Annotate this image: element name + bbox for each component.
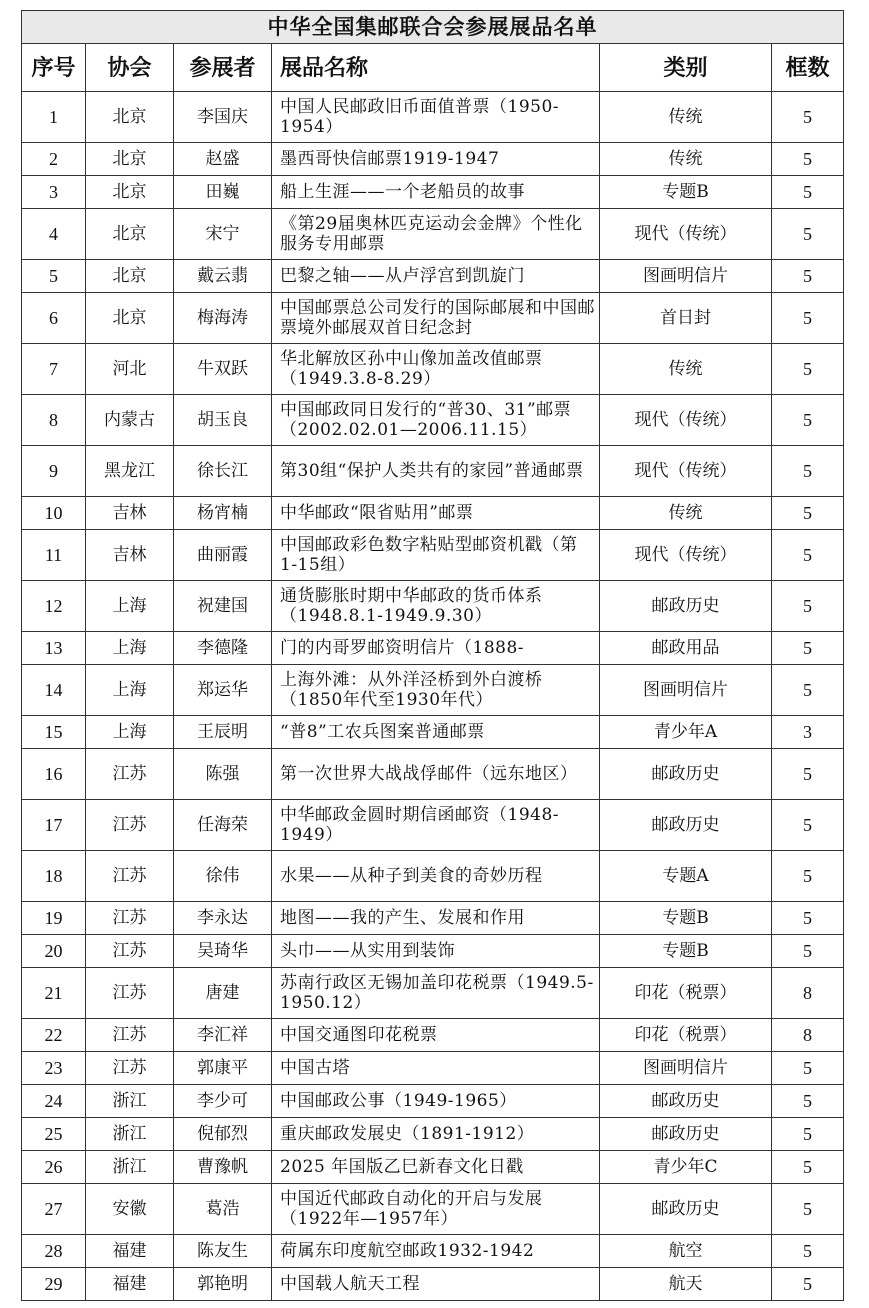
exhibit-table (21, 10, 844, 1301)
cell-category: 航空 (600, 1235, 772, 1268)
table-row (22, 716, 844, 749)
cell-category: 图画明信片 (600, 665, 772, 716)
cell-association: 江苏 (86, 1019, 174, 1052)
cell-frames: 5 (772, 1184, 844, 1235)
cell-exhibit-name: 中华邮政“限省贴用”邮票 (272, 497, 600, 530)
cell-exhibitor: 陈友生 (174, 1235, 272, 1268)
cell-frames: 5 (772, 143, 844, 176)
cell-exhibit-name: 《第29届奥林匹克运动会金牌》个性化服务专用邮票 (272, 209, 600, 260)
cell-exhibit-name: 荷属东印度航空邮政1932-1942 (272, 1235, 600, 1268)
header-frames: 框数 (772, 44, 844, 92)
cell-frames: 5 (772, 1085, 844, 1118)
cell-association: 北京 (86, 143, 174, 176)
cell-exhibit-name: 中国交通图印花税票 (272, 1019, 600, 1052)
cell-association: 浙江 (86, 1085, 174, 1118)
cell-exhibit-name: 墨西哥快信邮票1919-1947 (272, 143, 600, 176)
table-row (22, 632, 844, 665)
cell-seq: 5 (22, 260, 86, 293)
cell-association: 北京 (86, 260, 174, 293)
cell-frames: 5 (772, 344, 844, 395)
table-row (22, 1052, 844, 1085)
cell-exhibitor: 任海荣 (174, 800, 272, 851)
cell-frames: 5 (772, 446, 844, 497)
cell-association: 河北 (86, 344, 174, 395)
cell-exhibitor: 徐伟 (174, 851, 272, 902)
cell-seq: 9 (22, 446, 86, 497)
cell-frames: 5 (772, 530, 844, 581)
cell-category: 传统 (600, 92, 772, 143)
cell-category: 航天 (600, 1268, 772, 1301)
cell-frames: 5 (772, 749, 844, 800)
cell-exhibit-name: 中国邮政彩色数字粘贴型邮资机戳（第1-15组） (272, 530, 600, 581)
cell-category: 专题A (600, 851, 772, 902)
table-row (22, 176, 844, 209)
cell-exhibitor: 李少可 (174, 1085, 272, 1118)
cell-association: 内蒙古 (86, 395, 174, 446)
cell-category: 图画明信片 (600, 260, 772, 293)
cell-exhibitor: 倪郁烈 (174, 1118, 272, 1151)
cell-exhibit-name: 中国邮票总公司发行的国际邮展和中国邮票境外邮展双首日纪念封 (272, 293, 600, 344)
cell-association: 北京 (86, 293, 174, 344)
cell-exhibitor: 梅海涛 (174, 293, 272, 344)
cell-category: 邮政历史 (600, 581, 772, 632)
table-row (22, 1184, 844, 1235)
cell-association: 吉林 (86, 497, 174, 530)
cell-exhibit-name: 中国载人航天工程 (272, 1268, 600, 1301)
table-row (22, 749, 844, 800)
cell-frames: 5 (772, 1151, 844, 1184)
cell-frames: 5 (772, 92, 844, 143)
cell-seq: 28 (22, 1235, 86, 1268)
cell-association: 安徽 (86, 1184, 174, 1235)
cell-category: 专题B (600, 176, 772, 209)
cell-frames: 3 (772, 716, 844, 749)
cell-seq: 4 (22, 209, 86, 260)
cell-exhibitor: 李国庆 (174, 92, 272, 143)
title-row (22, 11, 844, 44)
cell-exhibitor: 葛浩 (174, 1184, 272, 1235)
cell-association: 福建 (86, 1268, 174, 1301)
cell-association: 北京 (86, 176, 174, 209)
cell-seq: 22 (22, 1019, 86, 1052)
cell-association: 吉林 (86, 530, 174, 581)
cell-seq: 6 (22, 293, 86, 344)
cell-seq: 20 (22, 935, 86, 968)
cell-exhibitor: 曹豫帆 (174, 1151, 272, 1184)
cell-seq: 17 (22, 800, 86, 851)
table-row (22, 344, 844, 395)
cell-exhibitor: 郭艳明 (174, 1268, 272, 1301)
cell-frames: 5 (772, 209, 844, 260)
cell-frames: 5 (772, 935, 844, 968)
table-row (22, 1019, 844, 1052)
cell-association: 上海 (86, 632, 174, 665)
cell-association: 上海 (86, 581, 174, 632)
cell-category: 邮政历史 (600, 1184, 772, 1235)
cell-category: 首日封 (600, 293, 772, 344)
cell-seq: 18 (22, 851, 86, 902)
cell-frames: 8 (772, 1019, 844, 1052)
cell-category: 邮政用品 (600, 632, 772, 665)
cell-exhibit-name: 中国近代邮政自动化的开启与发展（1922年—1957年） (272, 1184, 600, 1235)
cell-seq: 13 (22, 632, 86, 665)
cell-frames: 5 (772, 1235, 844, 1268)
cell-frames: 5 (772, 1118, 844, 1151)
cell-category: 青少年A (600, 716, 772, 749)
cell-exhibitor: 李汇祥 (174, 1019, 272, 1052)
cell-seq: 29 (22, 1268, 86, 1301)
cell-association: 江苏 (86, 935, 174, 968)
table-row (22, 209, 844, 260)
cell-exhibit-name: 苏南行政区无锡加盖印花税票（1949.5-1950.12） (272, 968, 600, 1019)
cell-category: 现代（传统） (600, 395, 772, 446)
cell-exhibit-name: 门的内哥罗邮资明信片（1888- (272, 632, 600, 665)
cell-exhibitor: 赵盛 (174, 143, 272, 176)
cell-exhibit-name: “普8”工农兵图案普通邮票 (272, 716, 600, 749)
cell-exhibitor: 吴琦华 (174, 935, 272, 968)
cell-association: 浙江 (86, 1118, 174, 1151)
cell-association: 黑龙江 (86, 446, 174, 497)
cell-category: 印花（税票） (600, 968, 772, 1019)
cell-association: 江苏 (86, 968, 174, 1019)
cell-exhibit-name: 中国人民邮政旧币面值普票（1950-1954） (272, 92, 600, 143)
header-row (22, 44, 844, 92)
cell-exhibitor: 郑运华 (174, 665, 272, 716)
table-row (22, 530, 844, 581)
cell-exhibit-name: 中国邮政公事（1949-1965） (272, 1085, 600, 1118)
table-row (22, 1268, 844, 1301)
cell-frames: 5 (772, 581, 844, 632)
cell-frames: 5 (772, 395, 844, 446)
cell-exhibitor: 胡玉良 (174, 395, 272, 446)
cell-frames: 5 (772, 902, 844, 935)
cell-category: 现代（传统） (600, 446, 772, 497)
cell-exhibit-name: 巴黎之轴——从卢浮宫到凯旋门 (272, 260, 600, 293)
cell-exhibitor: 祝建国 (174, 581, 272, 632)
cell-category: 青少年C (600, 1151, 772, 1184)
cell-seq: 23 (22, 1052, 86, 1085)
cell-exhibit-name: 2025 年国版乙巳新春文化日戳 (272, 1151, 600, 1184)
cell-frames: 5 (772, 851, 844, 902)
cell-exhibit-name: 第一次世界大战战俘邮件（远东地区） (272, 749, 600, 800)
cell-exhibitor: 杨宵楠 (174, 497, 272, 530)
cell-category: 邮政历史 (600, 800, 772, 851)
cell-category: 传统 (600, 497, 772, 530)
cell-exhibit-name: 华北解放区孙中山像加盖改值邮票（1949.3.8-8.29） (272, 344, 600, 395)
table-row (22, 968, 844, 1019)
table-row (22, 395, 844, 446)
cell-exhibit-name: 通货膨胀时期中华邮政的货币体系（1948.8.1-1949.9.30） (272, 581, 600, 632)
header-seq: 序号 (22, 44, 86, 92)
cell-frames: 5 (772, 800, 844, 851)
cell-exhibit-name: 重庆邮政发展史（1891-1912） (272, 1118, 600, 1151)
table-row (22, 902, 844, 935)
table-row (22, 497, 844, 530)
cell-seq: 14 (22, 665, 86, 716)
cell-category: 专题B (600, 902, 772, 935)
cell-exhibitor: 曲丽霞 (174, 530, 272, 581)
exhibit-list-sheet (21, 10, 843, 1301)
header-category: 类别 (600, 44, 772, 92)
cell-exhibitor: 郭康平 (174, 1052, 272, 1085)
cell-seq: 15 (22, 716, 86, 749)
cell-seq: 8 (22, 395, 86, 446)
cell-category: 专题B (600, 935, 772, 968)
cell-frames: 8 (772, 968, 844, 1019)
cell-category: 传统 (600, 344, 772, 395)
cell-exhibit-name: 中华邮政金圆时期信函邮资（1948-1949） (272, 800, 600, 851)
cell-exhibitor: 宋宁 (174, 209, 272, 260)
cell-seq: 10 (22, 497, 86, 530)
table-row (22, 665, 844, 716)
cell-seq: 3 (22, 176, 86, 209)
cell-seq: 16 (22, 749, 86, 800)
cell-frames: 5 (772, 1268, 844, 1301)
cell-exhibit-name: 水果——从种子到美食的奇妙历程 (272, 851, 600, 902)
table-row (22, 1118, 844, 1151)
cell-exhibit-name: 第30组“保护人类共有的家园”普通邮票 (272, 446, 600, 497)
table-title: 中华全国集邮联合会参展展品名单 (22, 11, 844, 44)
cell-category: 邮政历史 (600, 1085, 772, 1118)
cell-category: 邮政历史 (600, 1118, 772, 1151)
cell-exhibitor: 李永达 (174, 902, 272, 935)
cell-frames: 5 (772, 176, 844, 209)
cell-seq: 24 (22, 1085, 86, 1118)
cell-seq: 11 (22, 530, 86, 581)
cell-exhibitor: 王辰明 (174, 716, 272, 749)
cell-seq: 2 (22, 143, 86, 176)
table-row (22, 293, 844, 344)
table-row (22, 92, 844, 143)
cell-frames: 5 (772, 1052, 844, 1085)
cell-association: 江苏 (86, 851, 174, 902)
cell-frames: 5 (772, 632, 844, 665)
cell-frames: 5 (772, 665, 844, 716)
table-row (22, 260, 844, 293)
table-row (22, 446, 844, 497)
header-exhibit-name: 展品名称 (272, 44, 600, 92)
table-row (22, 143, 844, 176)
cell-seq: 12 (22, 581, 86, 632)
cell-exhibit-name: 船上生涯——一个老船员的故事 (272, 176, 600, 209)
table-row (22, 851, 844, 902)
cell-frames: 5 (772, 293, 844, 344)
cell-exhibit-name: 中国古塔 (272, 1052, 600, 1085)
cell-exhibitor: 徐长江 (174, 446, 272, 497)
cell-frames: 5 (772, 497, 844, 530)
cell-seq: 7 (22, 344, 86, 395)
table-row (22, 1085, 844, 1118)
cell-exhibit-name: 头巾——从实用到装饰 (272, 935, 600, 968)
cell-exhibitor: 陈强 (174, 749, 272, 800)
cell-exhibitor: 唐建 (174, 968, 272, 1019)
cell-exhibitor: 牛双跃 (174, 344, 272, 395)
cell-category: 现代（传统） (600, 209, 772, 260)
cell-association: 江苏 (86, 749, 174, 800)
table-row (22, 581, 844, 632)
cell-association: 北京 (86, 209, 174, 260)
table-row (22, 935, 844, 968)
cell-seq: 25 (22, 1118, 86, 1151)
cell-association: 浙江 (86, 1151, 174, 1184)
cell-category: 传统 (600, 143, 772, 176)
cell-category: 邮政历史 (600, 749, 772, 800)
header-exhibitor: 参展者 (174, 44, 272, 92)
cell-seq: 27 (22, 1184, 86, 1235)
cell-association: 北京 (86, 92, 174, 143)
cell-exhibit-name: 中国邮政同日发行的“普30、31”邮票（2002.02.01—2006.11.15） (272, 395, 600, 446)
cell-category: 印花（税票） (600, 1019, 772, 1052)
cell-seq: 21 (22, 968, 86, 1019)
cell-frames: 5 (772, 260, 844, 293)
cell-association: 上海 (86, 665, 174, 716)
table-row (22, 1151, 844, 1184)
cell-seq: 19 (22, 902, 86, 935)
cell-exhibit-name: 上海外滩：从外洋泾桥到外白渡桥（1850年代至1930年代） (272, 665, 600, 716)
cell-association: 上海 (86, 716, 174, 749)
cell-association: 福建 (86, 1235, 174, 1268)
header-association: 协会 (86, 44, 174, 92)
table-row (22, 1235, 844, 1268)
table-row (22, 800, 844, 851)
cell-association: 江苏 (86, 1052, 174, 1085)
cell-association: 江苏 (86, 902, 174, 935)
cell-exhibitor: 戴云翡 (174, 260, 272, 293)
cell-category: 现代（传统） (600, 530, 772, 581)
cell-exhibitor: 李德隆 (174, 632, 272, 665)
cell-exhibitor: 田巍 (174, 176, 272, 209)
cell-seq: 26 (22, 1151, 86, 1184)
cell-category: 图画明信片 (600, 1052, 772, 1085)
cell-association: 江苏 (86, 800, 174, 851)
cell-exhibit-name: 地图——我的产生、发展和作用 (272, 902, 600, 935)
cell-seq: 1 (22, 92, 86, 143)
